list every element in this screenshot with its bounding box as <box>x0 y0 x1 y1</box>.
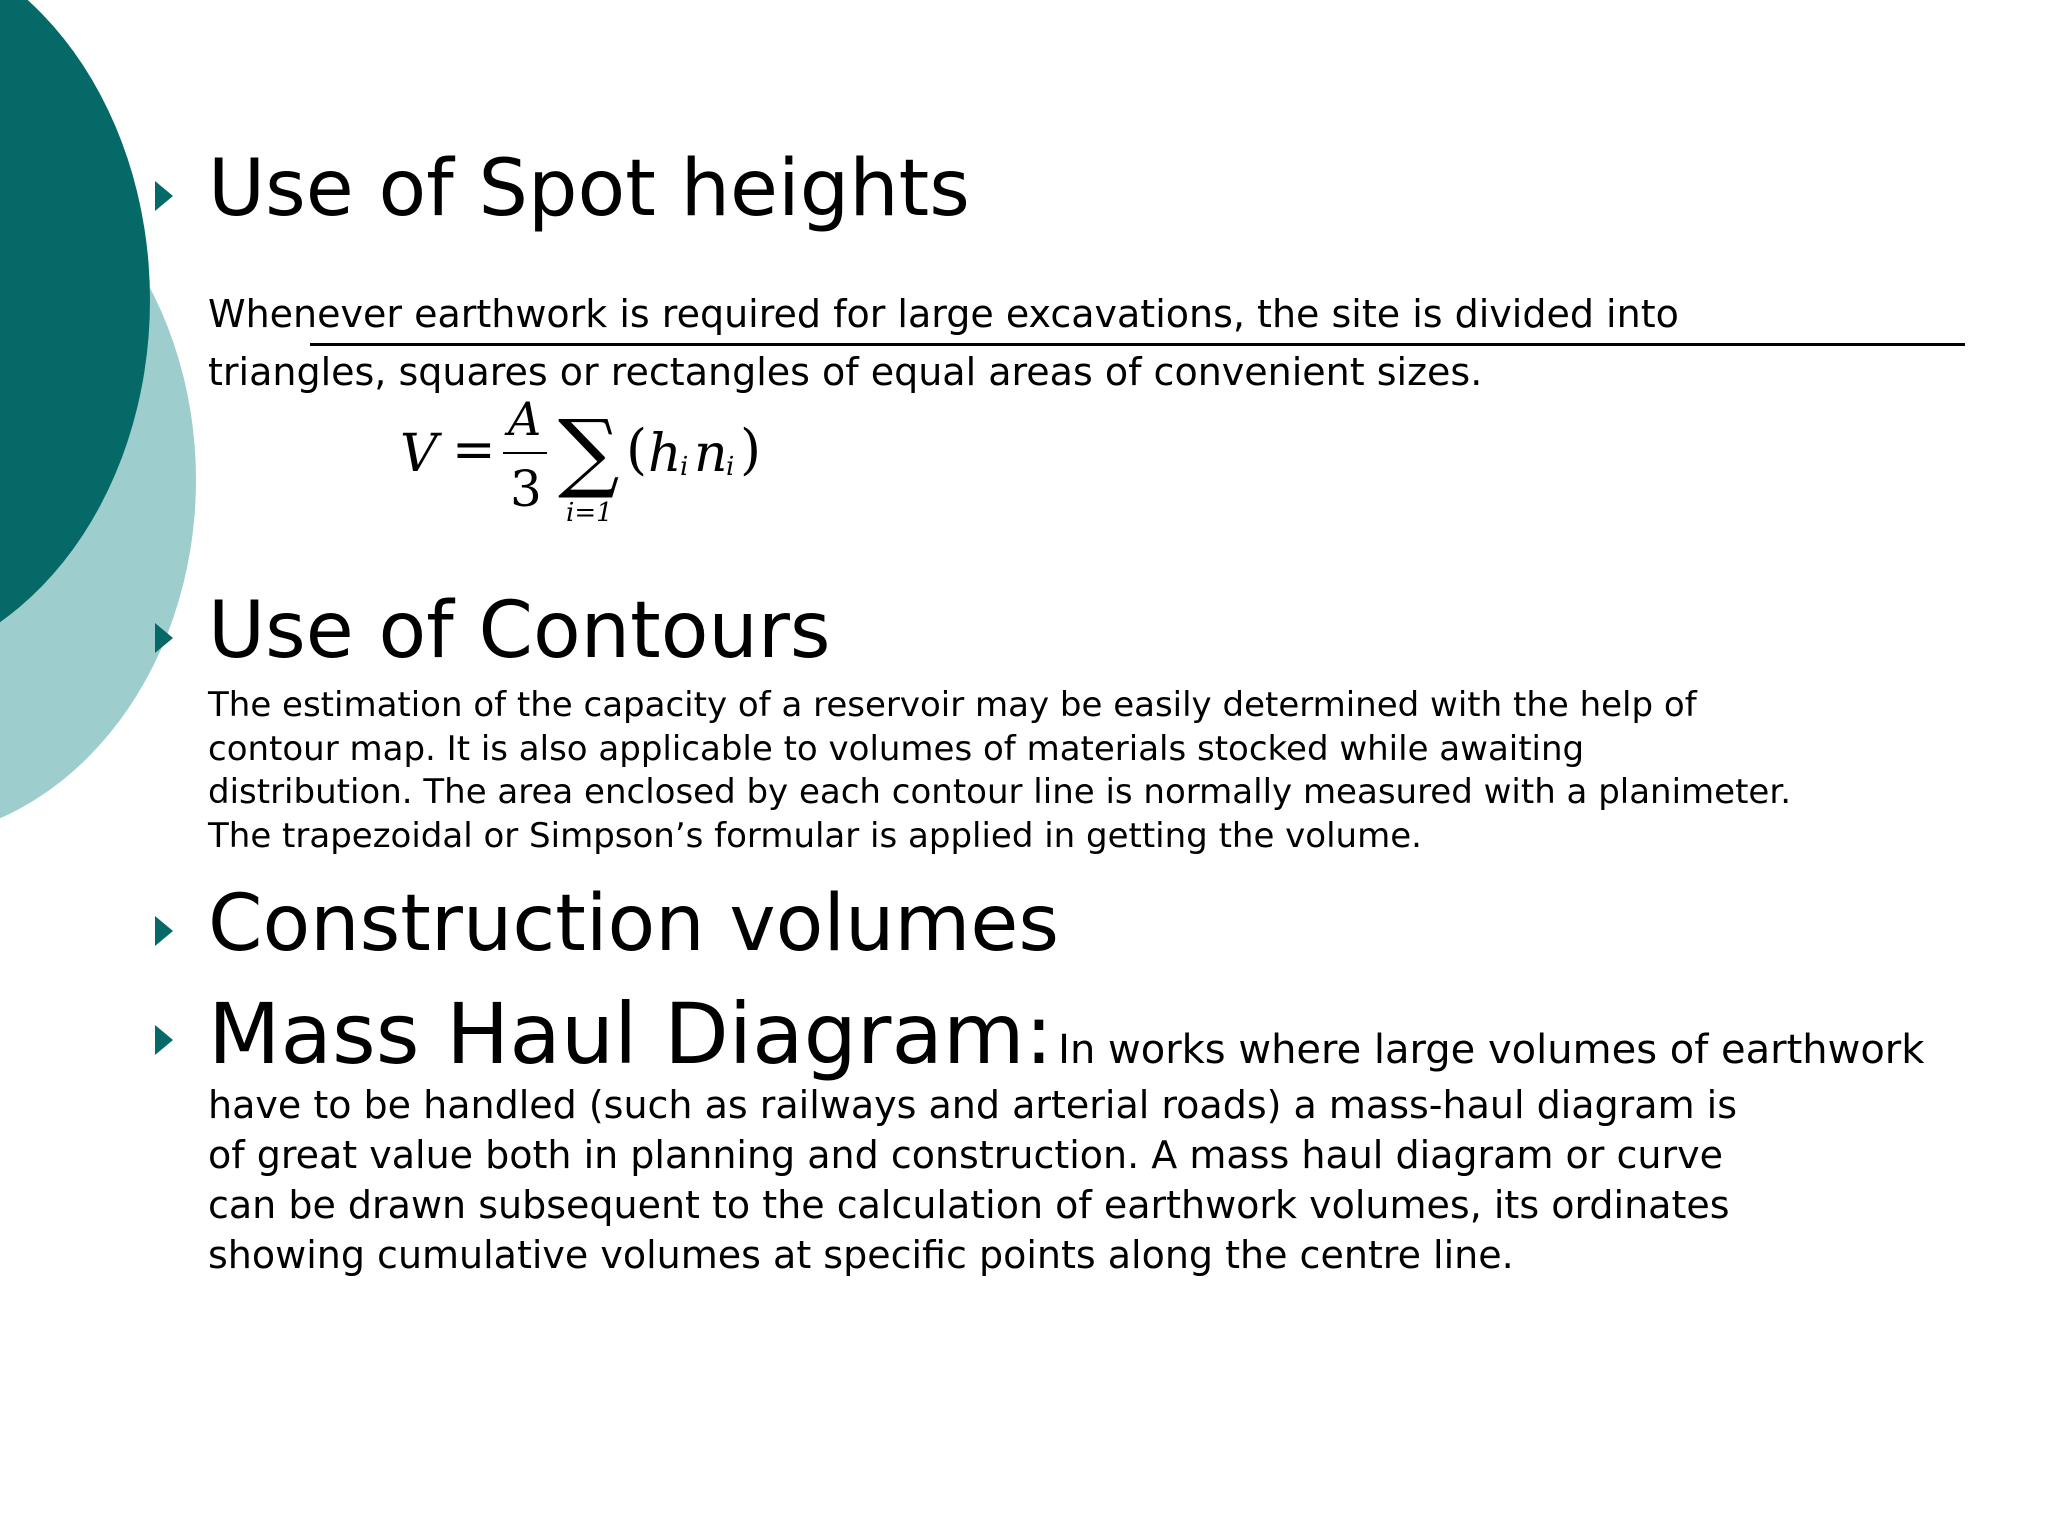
paragraph-contours <box>208 684 1791 858</box>
formula-n-subscript: i <box>726 452 735 482</box>
formula-h: h <box>648 424 682 484</box>
heading-mass-haul-diagram: Mass Haul Diagram: <box>208 985 1054 1083</box>
formula-h-subscript: i <box>680 452 689 482</box>
formula-open-paren: ( <box>626 418 648 481</box>
bullet-triangle-icon <box>155 916 173 946</box>
formula-equals: = <box>452 420 496 480</box>
heading-contours: Use of Contours <box>208 586 831 676</box>
paragraph-mass-haul <box>208 1080 1737 1280</box>
text-line: can be drawn subsequent to the calculation of earthwork volumes, its ordinates <box>208 1183 1730 1227</box>
heading-spot-heights: Use of Spot heights <box>208 144 970 234</box>
text-line: of great value both in planning and construction. A mass haul diagram or curve <box>208 1133 1723 1177</box>
formula-lhs: V <box>400 424 438 484</box>
text-line: The estimation of the capacity of a reservoir may be easily determined with the help of <box>208 685 1697 725</box>
paragraph-spot-heights <box>208 285 1679 401</box>
formula-sum-index: i=1 <box>566 498 613 528</box>
formula-close-paren: ) <box>740 418 762 481</box>
text-line: The trapezoidal or Simpson’s formular is applied in getting the volume. <box>208 815 1422 856</box>
text-line: showing cumulative volumes at specific points along the centre line. <box>208 1233 1514 1277</box>
mass-haul-heading-line <box>208 985 1925 1083</box>
formula-fraction-bar <box>503 452 547 454</box>
bullet-triangle-icon <box>155 181 173 211</box>
bullet-triangle-icon <box>155 623 173 653</box>
formula-numerator: A <box>508 392 542 446</box>
formula-n: n <box>694 424 728 484</box>
text-line: distribution. The area enclosed by each contour line is normally measured with a planimeter. <box>208 772 1792 812</box>
text-line: have to be handled (such as railways and arterial roads) a mass-haul diagram is <box>208 1083 1738 1127</box>
bullet-triangle-icon <box>155 1025 173 1055</box>
text-line: triangles, squares or rectangles of equal areas of convenient sizes. <box>208 350 1483 394</box>
mass-haul-lead-text: In works where large volumes of earthwork <box>1058 1027 1925 1073</box>
text-line: Whenever earthwork is required for large excavations, the site is divided into <box>208 292 1679 336</box>
formula-sum-symbol: ∑ <box>558 402 620 502</box>
text-line: contour map. It is also applicable to volumes of materials stocked while awaiting <box>208 728 1585 769</box>
heading-construction-volumes: Construction volumes <box>208 879 1060 969</box>
formula-denominator: 3 <box>510 460 542 518</box>
